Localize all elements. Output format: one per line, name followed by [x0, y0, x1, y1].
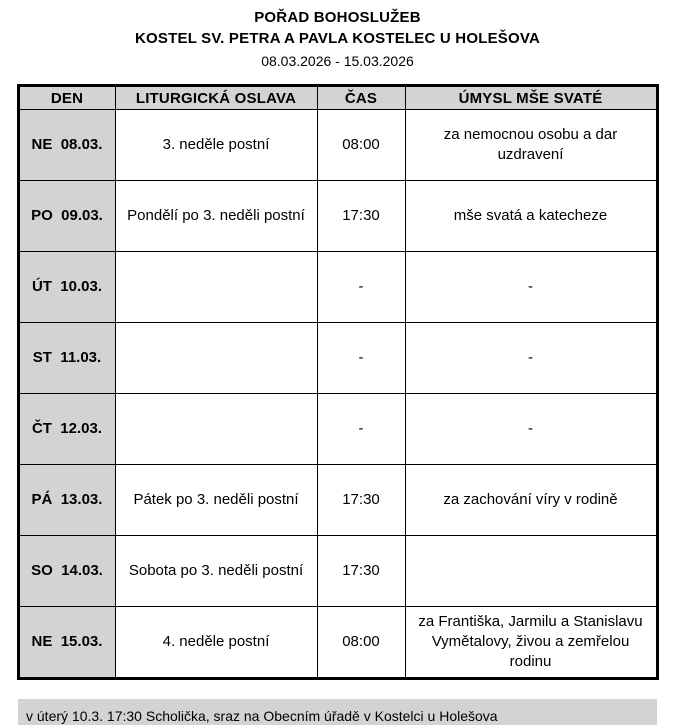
table-row: [18, 252, 657, 323]
intention-cell: -: [405, 394, 657, 465]
schedule-body: [18, 110, 657, 679]
time-cell: 08:00: [317, 110, 405, 181]
intention-cell: mše svatá a katecheze: [405, 181, 657, 252]
table-row: [18, 607, 657, 679]
oslava-cell: 4. neděle postní: [115, 607, 317, 679]
time-cell: -: [317, 252, 405, 323]
footer-note: v úterý 10.3. 17:30 Scholička, sraz na Obecním úřadě v Kostelci u Holešova: [18, 699, 657, 725]
schedule-table: [17, 84, 659, 680]
time-cell: 08:00: [317, 607, 405, 679]
table-row: [18, 110, 657, 181]
oslava-cell: [115, 323, 317, 394]
column-header-den: DEN: [18, 86, 115, 110]
page-title: POŘAD BOHOSLUŽEB: [254, 9, 421, 26]
oslava-cell: Sobota po 3. neděli postní: [115, 536, 317, 607]
page-subtitle: KOSTEL SV. PETRA A PAVLA KOSTELEC U HOLEŠOVA: [135, 30, 540, 47]
column-header-umysl: ÚMYSL MŠE SVATÉ: [405, 86, 657, 110]
table-row: [18, 394, 657, 465]
time-cell: 17:30: [317, 465, 405, 536]
time-cell: -: [317, 323, 405, 394]
intention-cell: za Františka, Jarmilu a Stanislavu Vymětalovy, živou a zemřelou rodinu: [405, 607, 657, 679]
intention-cell: za zachování víry v rodině: [405, 465, 657, 536]
document-header: [0, 0, 675, 69]
time-cell: 17:30: [317, 181, 405, 252]
oslava-cell: [115, 394, 317, 465]
oslava-cell: Pátek po 3. neděli postní: [115, 465, 317, 536]
table-row: [18, 465, 657, 536]
time-cell: -: [317, 394, 405, 465]
day-cell: NE 15.03.: [18, 607, 115, 679]
table-row: [18, 323, 657, 394]
day-cell: PO 09.03.: [18, 181, 115, 252]
intention-cell: -: [405, 323, 657, 394]
column-header-oslava: LITURGICKÁ OSLAVA: [115, 86, 317, 110]
table-header-row: [18, 86, 657, 110]
oslava-cell: 3. neděle postní: [115, 110, 317, 181]
day-cell: NE 08.03.: [18, 110, 115, 181]
day-cell: ÚT 10.03.: [18, 252, 115, 323]
day-cell: ČT 12.03.: [18, 394, 115, 465]
day-cell: ST 11.03.: [18, 323, 115, 394]
intention-cell: za nemocnou osobu a dar uzdravení: [405, 110, 657, 181]
day-cell: SO 14.03.: [18, 536, 115, 607]
oslava-cell: [115, 252, 317, 323]
day-cell: PÁ 13.03.: [18, 465, 115, 536]
table-row: [18, 181, 657, 252]
date-range: 08.03.2026 - 15.03.2026: [261, 53, 414, 69]
intention-cell: -: [405, 252, 657, 323]
intention-cell: [405, 536, 657, 607]
time-cell: 17:30: [317, 536, 405, 607]
column-header-cas: ČAS: [317, 86, 405, 110]
table-row: [18, 536, 657, 607]
oslava-cell: Pondělí po 3. neděli postní: [115, 181, 317, 252]
